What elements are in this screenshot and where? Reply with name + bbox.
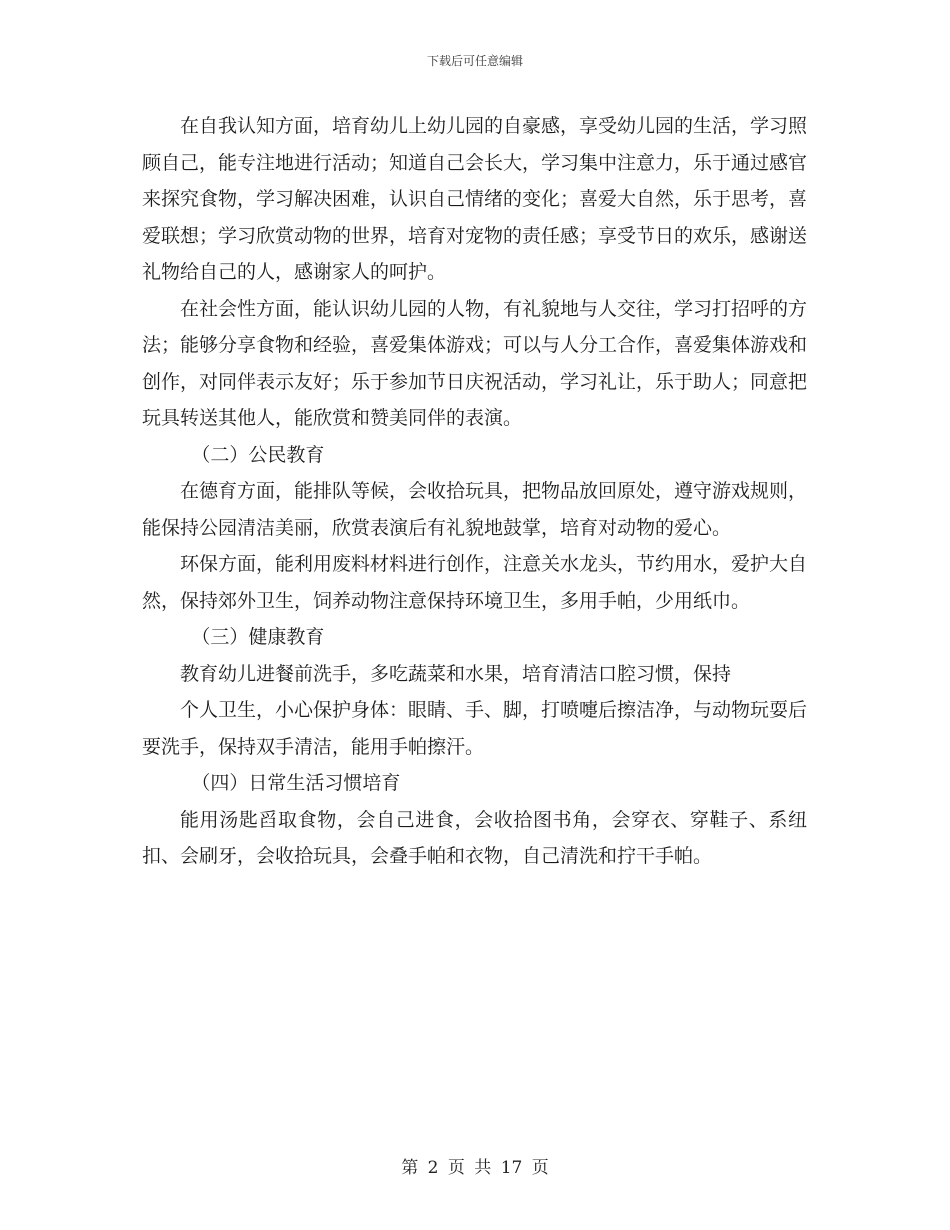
document-body (142, 108, 807, 875)
paragraph-health-1: 教育幼儿进餐前洗手，多吃蔬菜和水果，培育清洁口腔习惯，保持 (180, 662, 732, 685)
paragraph-moral-education: 在德育方面，能排队等候，会收拾玩具，把物品放回原处，遵守游戏规则，能保持公园清洁美丽，欣赏表演后有礼貌地鼓掌，培育对动物的爱心。 (142, 480, 808, 539)
paragraph-health-2: 个人卫生，小心保护身体：眼睛、手、脚，打喷嚏后擦洁净，与动物玩耍后要洗手，保持双手清洁，能用手帕擦汗。 (142, 699, 808, 758)
paragraph-self-awareness: 在自我认知方面，培育幼儿上幼儿园的自豪感，享受幼儿园的生活，学习照顾自己，能专注地进行活动；知道自己会长大，学习集中注意力，乐于通过感官来探究食物，学习解决困难，认识自己情绪的变化；喜爱大自然，乐于思考，喜爱联想；学习欣赏动物的世界，培育对宠物的责任感；享受节日的欢乐，感谢送礼物给自己的人，感谢家人的呵护。 (142, 115, 808, 283)
page-header-note: 下载后可任意编辑 (426, 54, 523, 68)
section-heading-health-education: （三）健康教育 (191, 626, 325, 648)
paragraph-social: 在社会性方面，能认识幼儿园的人物，有礼貌地与人交往，学习打招呼的方法；能够分享食物和经验，喜爱集体游戏；可以与人分工合作，喜爱集体游戏和创作，对同伴表示友好；乐于参加节日庆祝活动，学习礼让，乐于助人；同意把玩具转送其他人，能欣赏和赞美同伴的表演。 (142, 297, 808, 429)
page-number-footer: 第 2 页 共 17 页 (401, 1158, 549, 1178)
section-heading-civic-education: （二）公民教育 (191, 443, 325, 466)
section-heading-daily-habits: （四）日常生活习惯培育 (191, 772, 401, 794)
paragraph-environmental: 环保方面，能利用废料材料进行创作，注意关水龙头，节约用水，爱护大自然，保持郊外卫生，饲养动物注意保持环境卫生，多用手帕，少用纸巾。 (142, 553, 808, 612)
paragraph-daily-habits: 能用汤匙舀取食物，会自己进食，会收拾图书角，会穿衣、穿鞋子、系纽扣、会刷牙，会收拾玩具，会叠手帕和衣物，自己清洗和拧干手帕。 (142, 808, 807, 867)
